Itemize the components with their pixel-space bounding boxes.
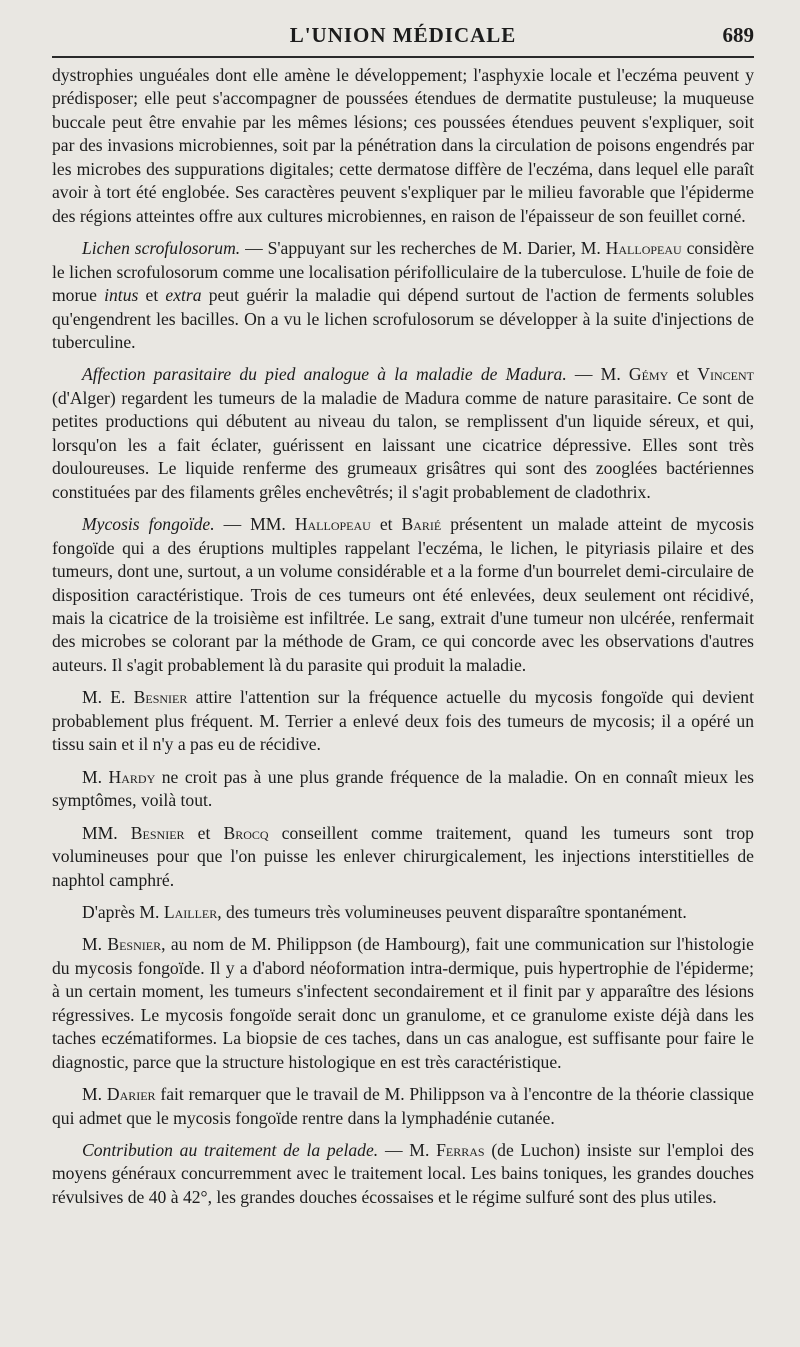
author-name: Ferras <box>436 1140 485 1161</box>
paragraph-dystrophies: dystrophies unguéales dont elle amène le développement; l'asphyxie locale et l'eczéma peuvent y prédisposer; elle peut s'accompagner de poussées étendues de dermatite pustuleuse; la muqueuse buccale peut être envahie par les mêmes lésions; ces poussées étendues peuvent s'expliquer, soit par des invasions microbiennes, soit par la pénétration dans la circulation de poisons engendrés par les microbes des suppurations digitales; cette dermatose diffère de l'eczéma, dans lequel elle paraît avoir à tort été englobée. Ses caractères peuvent s'expliquer par le milieu favorable que l'épiderme des régions atteintes offre aux cultures microbiennes, en raison de l'épaisseur de son feuillet corné. <box>52 65 754 226</box>
text-run: peut guérir la maladie qui dépend surtout de l'action de ferments solubles qu'engendrent les bacilles. On a vu le lichen scrofulosorum se développer à la suite d'injections de tuberculine. <box>52 285 754 352</box>
text-run: considère le lichen scrofulosorum comme une localisation périfolliculaire de la tuberculose. L'huile de foie de morue <box>52 238 754 306</box>
paragraph-lailler <box>52 901 754 924</box>
text-run: attire l'attention sur la fréquence actuelle du mycosis fongoïde qui devient probablement plus fréquent. M. Terrier a enlevé deux fois des tumeurs de mycosis; il a opéré un tissu sain et il n'y a pas eu de récidive. <box>52 687 754 755</box>
dash: — <box>378 1140 410 1161</box>
paragraph-lichen-scrofulosorum <box>52 237 754 354</box>
text-run: D'après M. <box>82 901 164 922</box>
text-run: et <box>184 822 224 843</box>
text-run: M. <box>600 364 629 385</box>
section-title-pelade: Contribution au traitement de la pelade. <box>82 1140 379 1161</box>
journal-title: L'UNION MÉDICALE <box>289 23 517 47</box>
author-name: Hallopeau <box>605 238 682 259</box>
author-name: Hardy <box>108 766 156 787</box>
text-run: M. <box>82 1084 107 1105</box>
text-run: M. <box>409 1140 437 1161</box>
dash: — <box>240 238 268 259</box>
page-number: 689 <box>722 23 754 47</box>
text-run: (de Luchon) insiste sur l'emploi des moyens généraux concurremment avec le traitement local. Les bains toniques, les grandes douches révulsives de 40 à 42°, les grandes douches écossaises et le régime sulfuré sont des plus utiles. <box>52 1140 754 1207</box>
text-run: , des tumeurs très volumineuses peuvent disparaître spontanément. <box>217 901 687 922</box>
text-run: M. <box>82 766 109 787</box>
paragraph-pelade <box>52 1139 754 1209</box>
dash: — <box>214 514 251 535</box>
author-name: Besnier <box>107 934 162 955</box>
paragraph-madura <box>52 363 754 504</box>
text-run: ne croit pas à une plus grande fréquence de la maladie. On en connaît mieux les symptômes, voilà tout. <box>52 766 754 811</box>
text-run: M. <box>82 934 108 955</box>
text-run: présentent un malade atteint de mycosis fongoïde qui a des éruptions multiples rappelant l'eczéma, le lichen, le pityriasis pilaire et des tumeurs, dont une, surtout, a un volume considérable et a la forme d'un bourrelet demi-circulaire de disposition caractéristique. Trois de ces tumeurs ont été enlevées, deux seulement ont récidivé, mais la cicatrice de la troisième est infiltrée. Le sang, extrait d'une tumeur non ulcérée, renfermait des microbes se colorant par la méthode de Gram, ce qui concorde avec les observations d'autres auteurs. Il s'agit probablement là du parasite qui produit la maladie. <box>52 514 754 675</box>
text-run: et <box>370 514 402 535</box>
paragraph-mycosis-fongoide <box>52 513 754 677</box>
text-run: M. E. <box>82 687 134 708</box>
author-name: Darier <box>106 1084 156 1105</box>
text-run: , au nom de M. Philippson (de Hambourg), fait une communication sur l'histologie du mycosis fongoïde. Il y a d'abord néoformation intra-dermique, puis hypertrophie de l'épiderme; à un certain moment, les tumeurs s'infectent secondairement et il finit par y apparaître des lésions régressives. Le mycosis fongoïde serait donc un granulome, et ce granulome existe déjà dans les taches eczématiformes. La biopsie de ces taches, dans un cas analogue, est suffisante pour faire le diagnostic, parce que la structure histologique en est très caractéristique. <box>52 934 754 1072</box>
section-title-mycosis: Mycosis fongoïde. <box>82 514 215 535</box>
text-run: fait remarquer que le travail de M. Philippson va à l'encontre de la théorie classique qui admet que le mycosis fongoïde rentre dans la lymphadénie cutanée. <box>52 1084 754 1128</box>
author-name: Hallopeau <box>294 514 371 535</box>
text-run: MM. <box>82 822 131 843</box>
text-run: et <box>138 285 166 306</box>
author-name: Besnier <box>130 822 185 843</box>
dash: — <box>566 364 601 385</box>
paragraph-darier <box>52 1083 754 1130</box>
paragraph-besnier-brocq <box>52 822 754 892</box>
latin-term: extra <box>165 285 202 306</box>
header-rule <box>52 56 754 58</box>
text-run: et <box>668 364 698 385</box>
text-run: (d'Alger) regardent les tumeurs de la maladie de Madura comme de nature parasitaire. Ce sont de petites productions qui débutent au niveau du talon, se remplissent d'un liquide séreux, et qui, lorsqu'on les a fait éclater, guérissent en laissant une cicatrice dépressive. Elles sont très douloureuses. Le liquide renferme des grumeaux grisâtres qui sont des zooglées bactériennes constituées par des filaments grêles enchevêtrés; il s'agit probablement de cladothrix. <box>52 387 754 502</box>
text-run: S'appuyant sur les recherches de M. Darier, M. <box>267 238 606 259</box>
text-run: MM. <box>250 514 295 535</box>
latin-term: intus <box>104 285 139 306</box>
article-body <box>52 64 754 1209</box>
author-name: Besnier <box>133 687 188 708</box>
author-name: Lailler <box>163 901 218 922</box>
author-name: Brocq <box>223 822 269 843</box>
paragraph-philippson <box>52 933 754 1074</box>
paragraph-besnier-frequence <box>52 686 754 756</box>
paragraph-hardy <box>52 766 754 813</box>
author-name: Vincent <box>697 364 754 385</box>
author-name: Gémy <box>628 364 669 385</box>
section-title-madura: Affection parasitaire du pied analogue à la maladie de Madura. <box>82 364 567 385</box>
section-title-lichen: Lichen scrofulosorum. <box>82 238 241 259</box>
running-head <box>52 18 754 52</box>
author-name: Barié <box>401 514 442 535</box>
text-run: conseillent comme traitement, quand les tumeurs sont trop volumineuses pour que l'on puisse les enlever chirurgicalement, les injections interstitielles de naphtol camphré. <box>52 822 754 890</box>
